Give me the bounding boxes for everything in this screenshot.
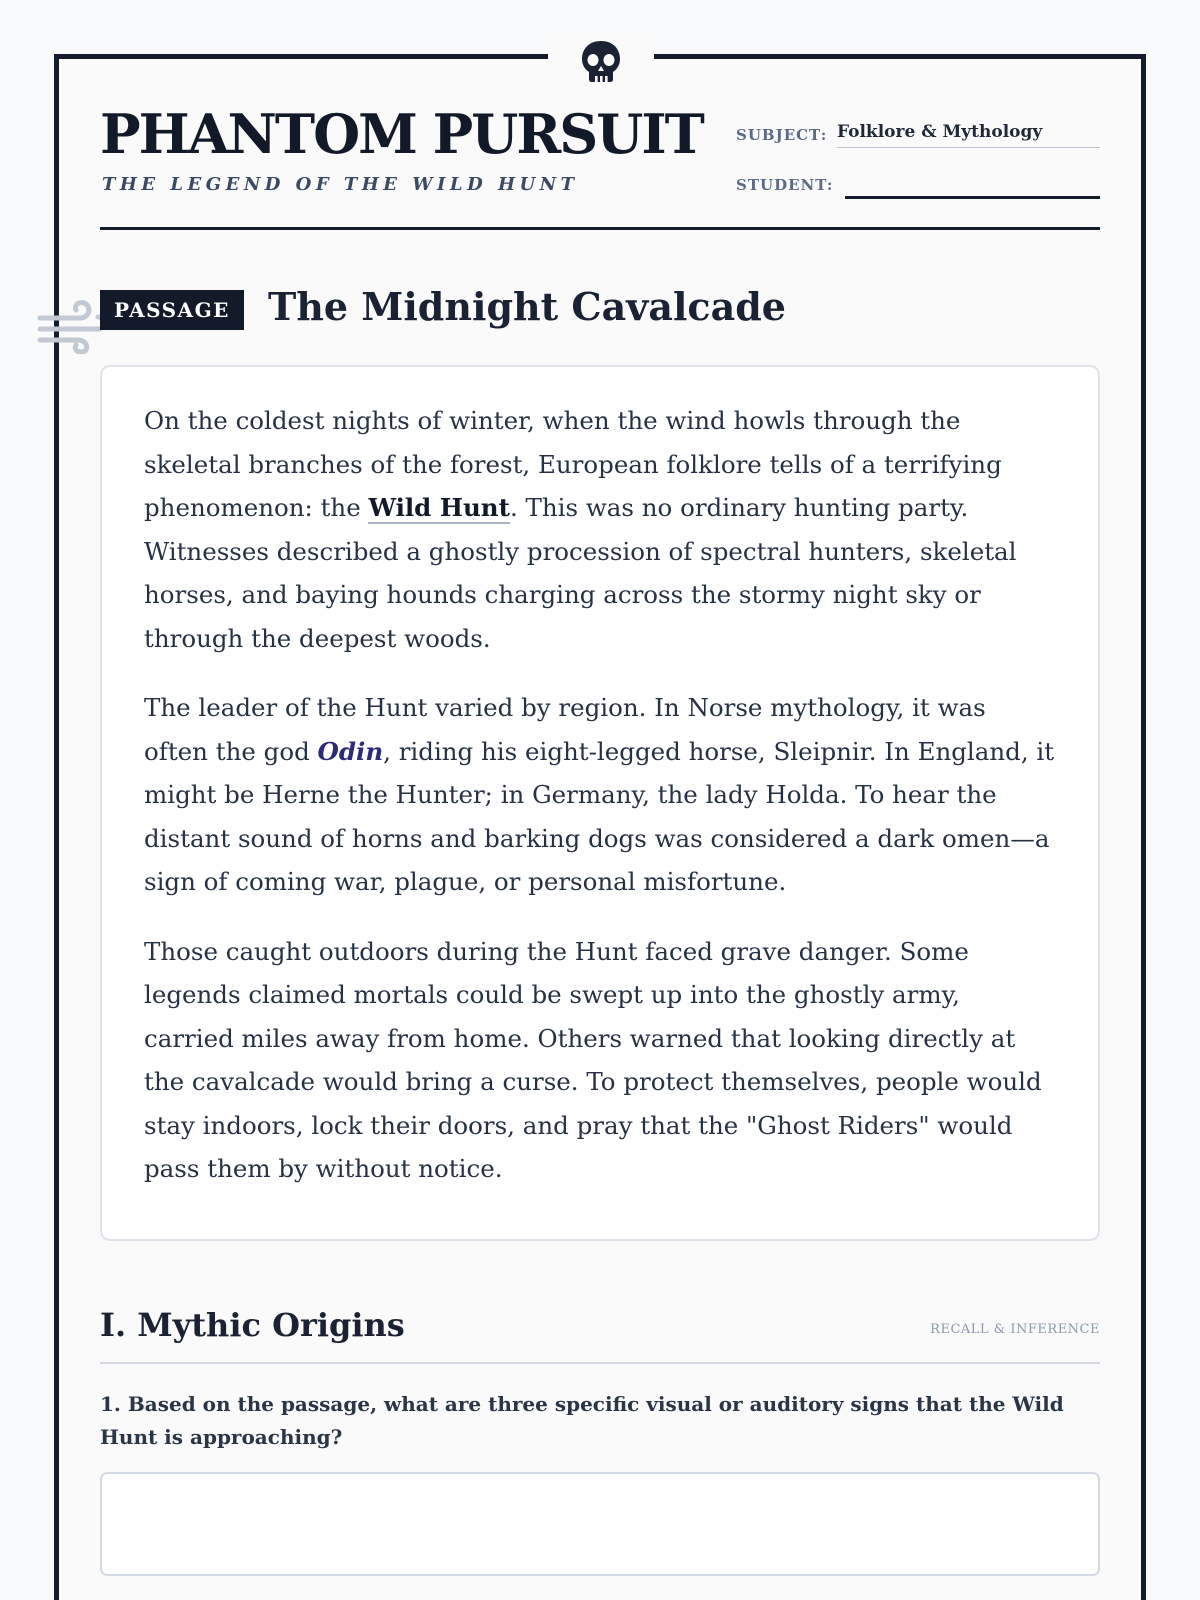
wind-icon xyxy=(36,296,106,354)
worksheet-title: PHANTOM PURSUIT xyxy=(100,102,703,166)
passage-paragraph-1: On the coldest nights of winter, when the wind howls through the skeletal branches of the forest, European folklore tells of a terrifying phenomenon: the Wild Hunt. This was no ordinary hunting party. Witnesses described a ghostly procession of spectral hunters, skeletal horses, and baying hounds charging across the stormy night sky or through the deepest woods. xyxy=(144,406,1017,653)
passage-paragraph-2: The leader of the Hunt varied by region. In Norse mythology, it was often the god Odin, riding his eight-legged horse, Sleipnir. In England, it might be Herne the Hunter; in Germany, the lady Holda. To hear the distant sound of horns and barking dogs was considered a dark omen—a sign of coming war, plague, or personal misfortune. xyxy=(144,693,1055,896)
keyword-odin: Odin xyxy=(317,736,384,766)
passage-box xyxy=(100,365,1100,1241)
skull-icon xyxy=(578,38,624,88)
section-title: I. Mythic Origins xyxy=(100,1306,405,1344)
keyword-wild-hunt: Wild Hunt xyxy=(368,493,510,522)
section-tag: RECALL & INFERENCE xyxy=(930,1322,1100,1337)
passage-badge: PASSAGE xyxy=(100,290,244,330)
question-1: 1. Based on the passage, what are three specific visual or auditory signs that the Wild Hunt is approaching? xyxy=(100,1392,1064,1449)
skull-badge xyxy=(548,34,654,90)
worksheet-header xyxy=(100,100,1100,230)
answer-box-1[interactable] xyxy=(100,1472,1100,1576)
passage-title: The Midnight Cavalcade xyxy=(268,284,786,329)
passage-paragraph-3: Those caught outdoors during the Hunt faced grave danger. Some legends claimed mortals could be swept up into the ghostly army, carried miles away from home. Others warned that looking directly at the cavalcade would bring a curse. To protect themselves, people would stay indoors, lock their doors, and pray that the "Ghost Riders" would pass them by without notice. xyxy=(144,936,1042,1183)
student-name-field[interactable] xyxy=(845,196,1100,199)
student-label: STUDENT: xyxy=(736,176,834,194)
subject-label: SUBJECT: xyxy=(736,126,828,144)
worksheet-subtitle: THE LEGEND OF THE WILD HUNT xyxy=(102,174,579,195)
section-divider xyxy=(100,1362,1100,1364)
subject-field[interactable]: Folklore & Mythology xyxy=(837,120,1100,148)
